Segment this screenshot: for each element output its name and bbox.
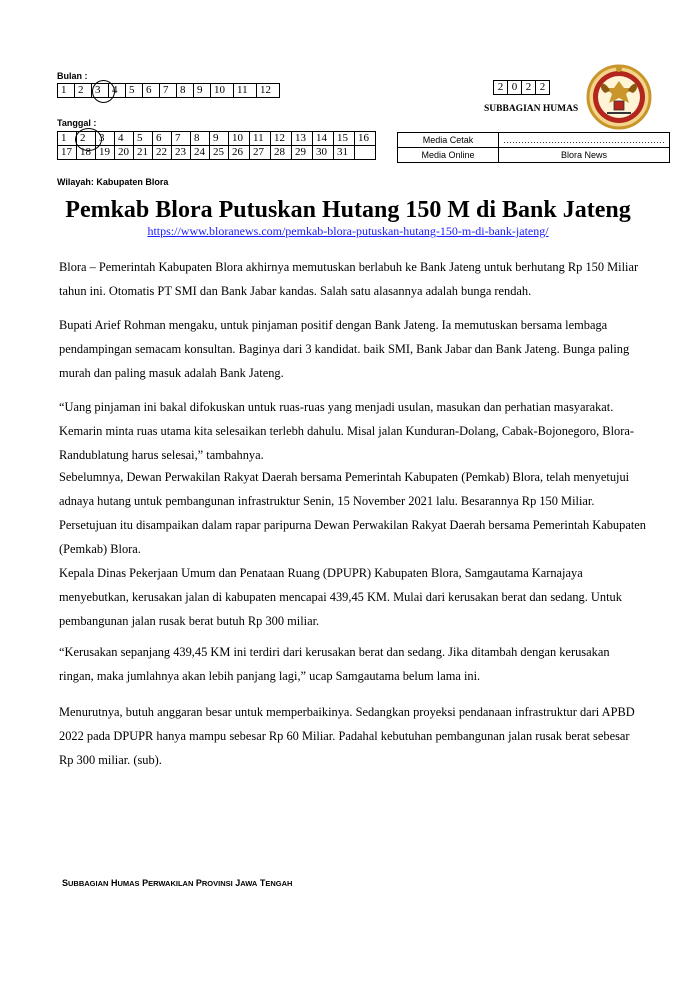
day-cell: 14 <box>313 132 334 146</box>
media-cetak-value: ……………………………………………… <box>499 133 670 148</box>
year-digit-cell: 2 <box>536 81 550 95</box>
day-cell: 22 <box>153 146 172 160</box>
day-cell: 8 <box>191 132 210 146</box>
month-cell: 6 <box>143 84 160 98</box>
day-cell: 25 <box>210 146 229 160</box>
org-label: SUBBAGIAN HUMAS <box>484 104 579 114</box>
day-cell: 21 <box>134 146 153 160</box>
month-cell: 7 <box>160 84 177 98</box>
footer-word-3: ERWAKILAN <box>148 879 194 888</box>
footer-initial-1: S <box>62 878 69 888</box>
media-table <box>397 132 670 163</box>
day-cell: 17 <box>58 146 77 160</box>
day-cell: 31 <box>334 146 355 160</box>
day-cell: 5 <box>134 132 153 146</box>
month-grid <box>57 83 280 98</box>
footer-initial-5: J <box>235 878 241 888</box>
month-cell: 1 <box>58 84 75 98</box>
day-cell: 9 <box>210 132 229 146</box>
paragraph-4: Sebelumnya, Dewan Perwakilan Rakyat Daerah bersama Pemerintah Kabupaten (Pemkab) Blora, telah menyetujui adnaya hutang untuk pembangunan infrastruktur Senin, 15 November 2021 lalu. Besarannya Rp 150 Miliar. Persetujuan itu disampaikan dalam rapar paripurna Dewan Perwakilan Rakyat Daerah bersama Pemerintah Kabupaten (Pemkab) Blora. <box>59 470 646 556</box>
footer-initial-3: P <box>142 878 149 888</box>
day-cell: 13 <box>292 132 313 146</box>
day-cell: 2 <box>77 132 96 146</box>
day-grid <box>57 131 376 160</box>
footer-word-1: UBBAGIAN <box>68 879 109 888</box>
paragraph-7: Menurutnya, butuh anggaran besar untuk memperbaikinya. Sedangkan proyeksi pendanaan infrastruktur dari APBD 2022 pada DPUPR hanya mampu sebesar Rp 60 Miliar. Padahal kebutuhan pembangunan jalan rusak berat sebesar Rp 300 miliar. (sub). <box>59 705 635 767</box>
footer-initial-6: T <box>259 878 266 888</box>
article-url-link[interactable]: https://www.bloranews.com/pemkab-blora-putuskan-hutang-150-m-di-bank-jateng/ <box>147 224 549 238</box>
month-cell: 5 <box>126 84 143 98</box>
day-cell: 3 <box>96 132 115 146</box>
day-cell: 4 <box>115 132 134 146</box>
paragraph-2: Bupati Arief Rohman mengaku, untuk pinjaman positif dengan Bank Jateng. Ia memutuskan bersama lembaga pendampingan semacam konsultan. Baginya dari 3 kandidat. baik SMI, Bank Jabar dan Bank Jateng. Bunga paling murah dan paling masuk adalah Bank Jateng. <box>59 318 630 380</box>
month-cell: 8 <box>177 84 194 98</box>
selected-day-circle <box>75 128 102 151</box>
footer-initial-2: H <box>110 878 118 888</box>
media-online-label: Media Online <box>398 148 499 163</box>
day-cell: 19 <box>96 146 115 160</box>
day-cell: 7 <box>172 132 191 146</box>
year-digit-cell: 2 <box>494 81 508 95</box>
day-cell: 28 <box>271 146 292 160</box>
day-cell: 10 <box>229 132 250 146</box>
footer-word-6: ENGAH <box>265 879 293 888</box>
day-cell: 27 <box>250 146 271 160</box>
footer-word-2: UMAS <box>117 879 140 888</box>
day-cell: 16 <box>355 132 376 146</box>
month-cell: 4 <box>109 84 126 98</box>
day-cell: 6 <box>153 132 172 146</box>
day-cell: 29 <box>292 146 313 160</box>
paragraph-3: “Uang pinjaman ini bakal difokuskan untuk ruas-ruas yang menjadi usulan, masukan dan perhatian masyarakat. Kemarin minta ruas utama kita selesaikan terlebh dahulu. Misal jalan Kunduran-Dolang, Cabak-Bojonegoro, Blora-Randublatung harus selesai,” tambahnya. <box>59 400 634 462</box>
paragraph-5: Kepala Dinas Pekerjaan Umum dan Penataan Ruang (DPUPR) Kabupaten Blora, Samgautama Karnajaya menyebutkan, kerusakan jalan di kabupaten mencapai 439,45 KM. Mulai dari kerusakan berat dan sedang. Untuk pembangunan jalan rusak berat butuh Rp 300 miliar. <box>59 566 622 628</box>
article-title: Pemkab Blora Putuskan Hutang 150 M di Bank Jateng <box>65 197 631 223</box>
day-cell: 12 <box>271 132 292 146</box>
day-cell: 11 <box>250 132 271 146</box>
day-cell: 23 <box>172 146 191 160</box>
tanggal-label: Tanggal : <box>57 118 97 128</box>
month-cell: 10 <box>211 84 234 98</box>
footer-initial-4: P <box>195 878 202 888</box>
month-cell: 9 <box>194 84 211 98</box>
day-cell: 18 <box>77 146 96 160</box>
day-cell: 30 <box>313 146 334 160</box>
month-cell: 2 <box>75 84 92 98</box>
media-cetak-label: Media Cetak <box>398 133 499 148</box>
bulan-label: Bulan : <box>57 71 88 81</box>
month-cell: 3 <box>92 84 109 98</box>
garuda-emblem-icon <box>585 63 653 131</box>
month-cell: 11 <box>234 84 257 98</box>
footer-org <box>62 878 292 888</box>
paragraph-6: “Kerusakan sepanjang 439,45 KM ini terdiri dari kerusakan berat dan sedang. Jika ditambah dengan kerusakan ringan, maka jumlahnya akan lebih panjang lagi,” ucap Samgautama belum lama ini. <box>59 645 610 683</box>
selected-month-circle <box>92 80 115 103</box>
day-cell <box>355 146 376 160</box>
wilayah-label: Wilayah: Kabupaten Blora <box>57 177 169 187</box>
year-box <box>493 80 550 95</box>
footer-word-5: AWA <box>240 879 258 888</box>
year-digit-cell: 0 <box>508 81 522 95</box>
day-cell: 26 <box>229 146 250 160</box>
month-cell: 12 <box>257 84 280 98</box>
paragraph-1: Blora – Pemerintah Kabupaten Blora akhirnya memutuskan berlabuh ke Bank Jateng untuk berhutang Rp 150 Miliar tahun ini. Otomatis PT SMI dan Bank Jabar kandas. Salah satu alasannya adalah bunga rendah. <box>59 260 639 298</box>
day-cell: 24 <box>191 146 210 160</box>
day-cell: 15 <box>334 132 355 146</box>
day-cell: 1 <box>58 132 77 146</box>
year-digit-cell: 2 <box>522 81 536 95</box>
footer-word-4: ROVINSI <box>201 879 233 888</box>
media-online-value: Blora News <box>499 148 670 163</box>
day-cell: 20 <box>115 146 134 160</box>
